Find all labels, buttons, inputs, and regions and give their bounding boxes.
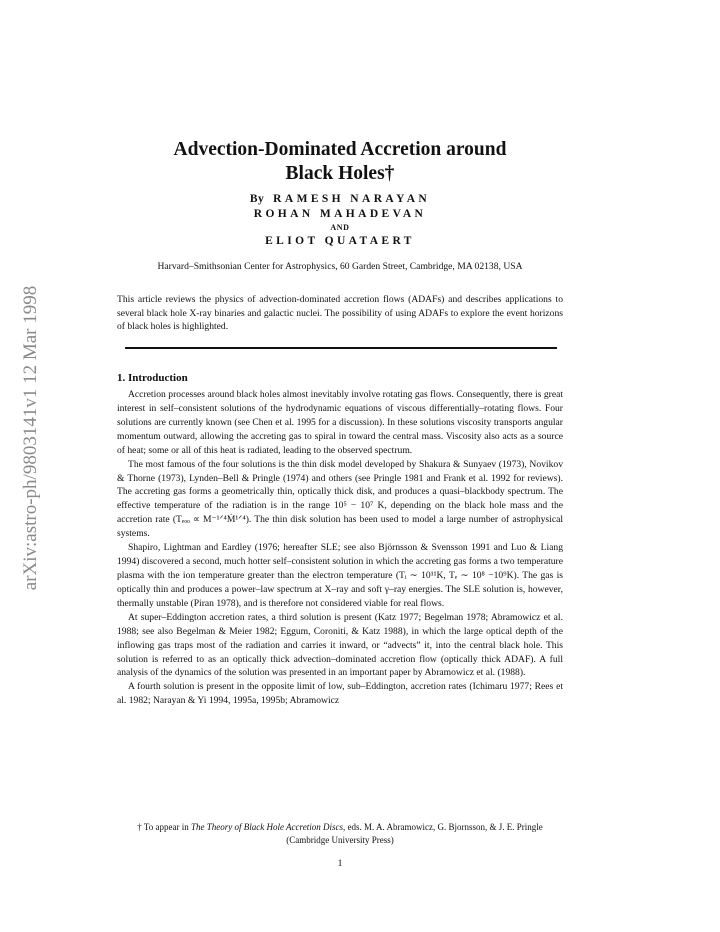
author-name: ELIOT QUATAERT: [265, 235, 415, 247]
page-number: 1: [337, 858, 343, 869]
author-name: ROHAN MAHADEVAN: [253, 208, 427, 220]
abstract: This article reviews the physics of advection-dominated accretion flows (ADAFs) and describes applications to several black hole X-ray binaries and galactic nuclei. The possibility of using ADAFs to explore the event horizons of black holes is highlighted.: [117, 294, 563, 332]
footnote: [117, 821, 563, 846]
and-label: AND: [330, 223, 350, 232]
paragraph: At super–Eddington accretion rates, a third solution is present (Katz 1977; Begelman 1978; Abramowicz et al. 1988; see also Begelman & Meier 1982; Eggum, Coroniti, & Katz 1988), in which the large optical depth of the inflowing gas traps most of the radiation and carries it inward, or “advects” it, into the central black hole. This solution is referred to as an optically thick advection–dominated accretion flow (optically thick ADAF). A full analysis of the dynamics of the solution was presented in an important paper by Abramowicz et al. (1988).: [117, 611, 563, 679]
author-name: RAMESH NARAYAN: [273, 193, 431, 205]
footnote-prefix: To appear in: [143, 822, 189, 832]
body-text: [117, 388, 563, 708]
title-line-2: Black Holes†: [285, 163, 395, 184]
title-line-1: Advection-Dominated Accretion around: [173, 139, 507, 160]
author-block: [117, 192, 563, 249]
footnote-book-title: The Theory of Black Hole Accretion Discs: [190, 822, 343, 832]
paragraph: Shapiro, Lightman and Eardley (1976; hereafter SLE; see also Björnsson & Svensson 1991 and Luo & Liang 1994) discovered a second, much hotter self–consistent solution in which the accreting gas forms a two temperature plasma with the ion temperature greater than the electron temperature (Tᵢ ∼ 10¹¹K, Tₑ ∼ 10⁸ −10⁹K). The gas is optically thin and produces a power–law spectrum at X–ray and soft γ–ray energies. The SLE solution is, however, thermally unstable (Piran 1978), and is therefore not considered viable for real flows.: [117, 542, 563, 609]
arxiv-stamp: [13, 248, 49, 628]
affiliation: Harvard–Smithsonian Center for Astrophysics, 60 Garden Street, Cambridge, MA 02138, USA: [157, 261, 523, 272]
section-heading: 1. Introduction: [117, 372, 188, 384]
arxiv-identifier: arXiv:astro-ph/9803141v1 12 Mar 1998: [20, 285, 41, 591]
paragraph: Accretion processes around black holes almost inevitably involve rotating gas flows. Consequently, there is great interest in self–consistent solutions of the hydrodynamic equations of viscous differentially–rotating flows. Four solutions are currently known (see Chen et al. 1995 for a discussion). In these solutions viscosity transports angular momentum outward, allowing the accreting gas to spiral in toward the central mass. Viscosity also acts as a source of heat; some or all of this heat is radiated, leading to the observed spectrum.: [117, 389, 563, 456]
by-label: By: [249, 193, 265, 205]
footnote-marker: †: [137, 822, 142, 832]
paragraph: The most famous of the four solutions is the thin disk model developed by Shakura & Sunyaev (1973), Novikov & Thorne (1973), Lynden–Bell & Pringle (1974) and others (see Pringle 1981 and Frank et al. 1992 for reviews). The accreting gas forms a geometrically thin, optically thick disk, and produces a quasi–blackbody spectrum. The effective temperature of the radiation is in the range 10⁵ − 10⁷ K, depending on the black hole mass and the accretion rate (Tₑₒₒ ∝ M⁻¹ᐟ⁴Ṁ¹ᐟ⁴). The thin disk solution has been used to model a large number of astrophysical systems.: [117, 458, 563, 540]
paper-title: [117, 138, 563, 186]
abstract-divider: [125, 347, 557, 349]
paragraph: A fourth solution is present in the opposite limit of low, sub–Eddington, accretion rates (Ichimaru 1977; Rees et al. 1982; Narayan & Yi 1994, 1995a, 1995b; Abramowicz: [117, 681, 563, 707]
footnote-suffix: , eds. M. A. Abramowicz, G. Bjornsson, & J. E. Pringle (Cambridge University Press): [286, 822, 543, 845]
